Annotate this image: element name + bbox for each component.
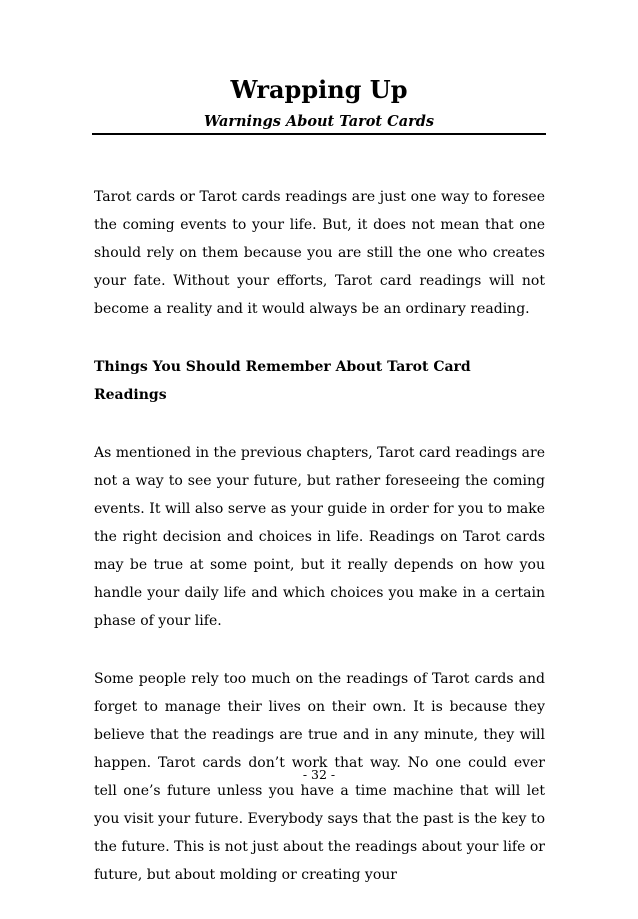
paragraph-previous-chapters: As mentioned in the previous chapters, Tarot card readings are not a way to see your future, but rather foreseeing the coming events. It will also serve as your guide in order for you to make the right decision and choices in life. Readings on Tarot cards may be true at some point, but it really depends on how you handle your daily life and which choices you make in a certain phase of your life.: [94, 445, 545, 629]
page-number: - 32 -: [302, 767, 336, 782]
chapter-subtitle: Warnings About Tarot Cards: [203, 113, 435, 130]
header-divider: [92, 133, 546, 135]
section-heading: Things You Should Remember About Tarot Card Readings: [94, 359, 471, 403]
chapter-title: Wrapping Up: [230, 75, 408, 104]
chapter-header: [92, 73, 546, 133]
paragraph-intro: Tarot cards or Tarot cards readings are just one way to foresee the coming events to your life. But, it does not mean that one should rely on them because you are still the one who creates your fate. Without your efforts, Tarot card readings will not become a reality and it would always be an ordinary reading.: [94, 189, 545, 317]
document-body: [94, 183, 545, 919]
paragraph-rely-too-much: Some people rely too much on the readings of Tarot cards and forget to manage their lives on their own. It is because they believe that the readings are true and in any minute, they will happen. Tarot cards don’t work that way. No one could ever tell one’s future unless you have a time machine that will let you visit your future. Everybody says that the past is the key to the future. This is not just about the readings about your life or future, but about molding or creating your: [94, 671, 545, 883]
